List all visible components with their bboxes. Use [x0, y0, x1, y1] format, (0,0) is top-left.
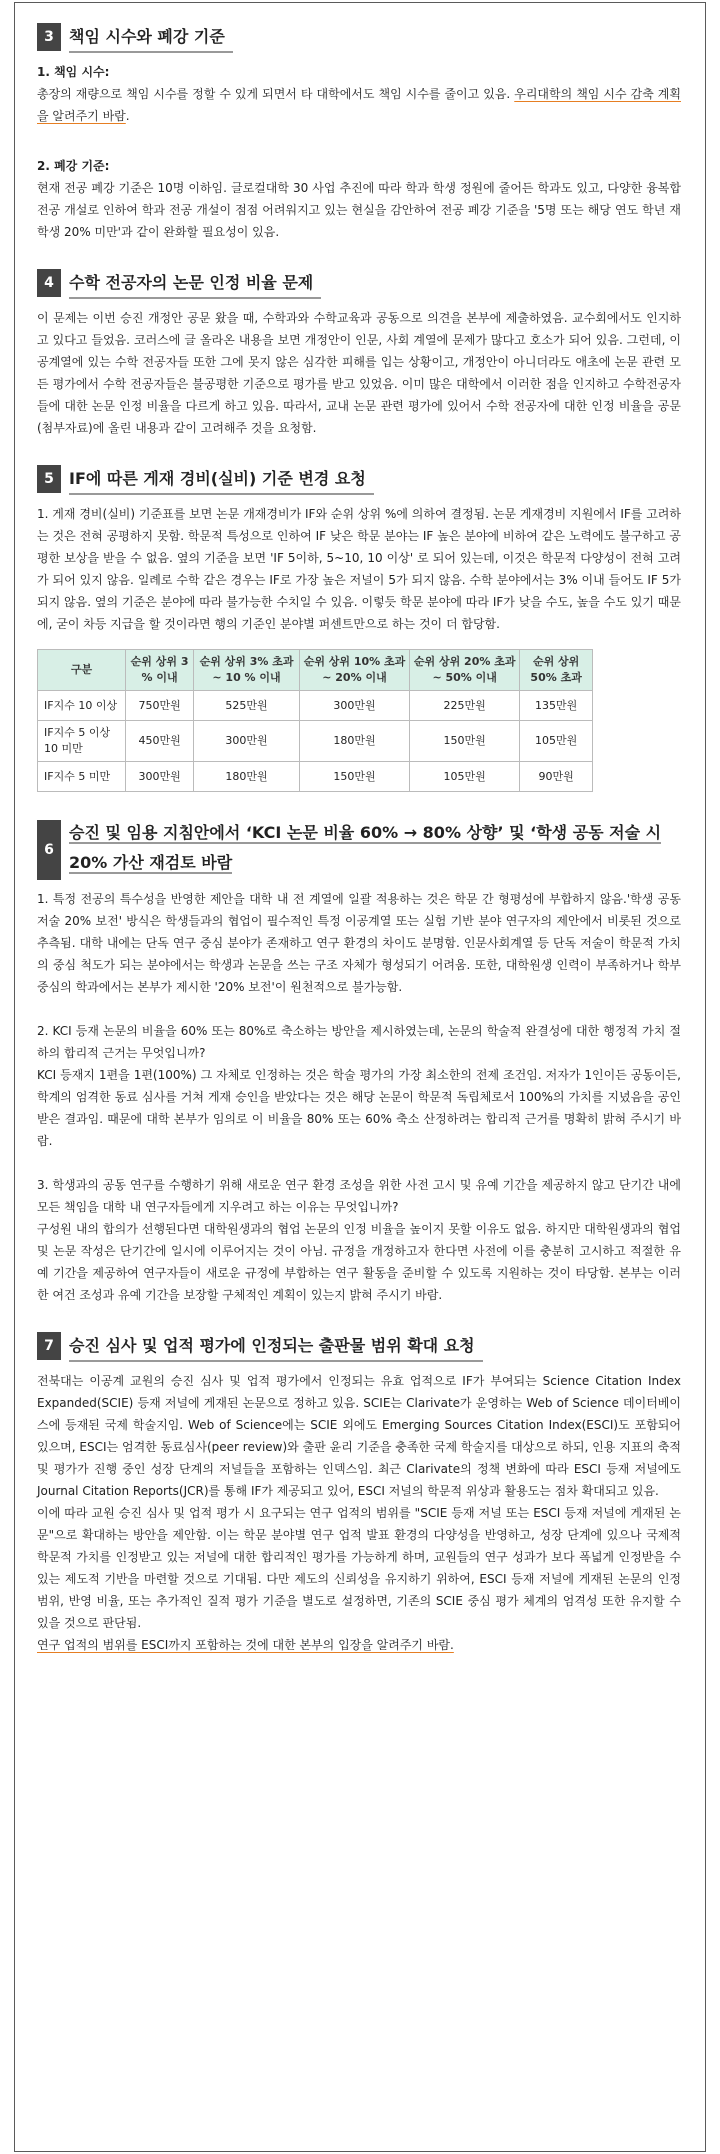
section-title — [69, 818, 681, 878]
section-title: 승진 심사 및 업적 평가에 인정되는 출판물 범위 확대 요청 — [69, 1332, 483, 1362]
section-title-text: 승진 및 임용 지침안에서 ‘KCI 논문 비율 60% → 80% 상향’ 및 ‘학생 공동 저술 시 20% 가산 재검토 바람 — [69, 823, 662, 872]
section-title: 책임 시수와 폐강 기준 — [69, 23, 233, 53]
paragraph: 1. 게재 경비(실비) 기준표를 보면 논문 개재경비가 IF와 순위 상위 %에 의하여 결정됨. 논문 게재경비 지원에서 IF를 고려하는 것은 전혀 공평하지 못함. 학문적 특성으로 인하여 IF 낮은 학문 분야는 IF 높은 분야에 비하여 같은 노력에도 불구하고 공평한 보상을 받을 수 없음. 옆의 기준을 보면 'IF 5이하, 5~10, 10 이상' 로 되어 있는데, 이것은 학문적 다양성이 전혀 고려가 되어 있지 않음. 일례로 수학 같은 경우는 IF로 가장 높은 저널이 5가 되지 않음. 수학 분야에서는 3% 이내 들어도 IF 5가 되지 않음. 옆의 기준은 분야에 따라 불가능한 수치일 수 있음. 이렇듯 학문 분야에 따라 IF가 낮을 수도, 높을 수도 있기 때문에, 굳이 차등 지급을 할 것이라면 행의 기준인 분야별 퍼센트만으로 하는 것이 더 합당함. — [37, 507, 681, 631]
paragraph: 연구 업적의 범위를 ESCI까지 포함하는 것에 대한 본부의 입장을 알려주기 바람. — [37, 1638, 454, 1652]
paragraph: 구성원 내의 합의가 선행된다면 대학원생과의 협업 논문의 인정 비율을 높이지 못할 이유도 없음. 하지만 대학원생과의 협업 및 논문 작성은 단기간에 일시에 이루어지는 것이 아님. 규정을 개정하고자 한다면 사전에 이를 충분히 고시하고 적절한 유예 기간을 제공하여 연구자들이 새로운 규정에 부합하는 연구 활동을 준비할 수 있도록 지원하는 것이 타당함. 본부는 이러한 여건 조성과 유예 기간을 보장할 구체적인 계획이 있는지 밝혀 주시기 바람. — [37, 1222, 681, 1302]
paragraph: 전북대는 이공계 교원의 승진 심사 및 업적 평가에서 인정되는 유효 업적으로 IF가 부여되는 Science Citation Index Expanded(SCIE) 등재 저널에 게재된 논문으로 정하고 있음. SCIE는 Clarivate가 운영하는 Web of Science 데이터베이스에 등재된 국제 학술지임. Web of Science에는 SCIE 외에도 Emerging Sources Citation Index(ESCI)도 포함되어 있으며, ESCI는 엄격한 동료심사(peer review)와 출판 윤리 기준을 충족한 국제 학술지를 대상으로 하되, 인용 지표의 축적 및 평가가 진행 중인 성장 단계의 저널들을 포함하는 인덱스임. 최근 Clarivate의 정책 변화에 따라 ESCI 등재 저널에도 Journal Citation Reports(JCR)를 통해 IF가 제공되고 있어, ESCI 저널의 학문적 위상과 활용도는 점차 확대되고 있음. — [37, 1374, 681, 1498]
section-7 — [37, 1332, 681, 1656]
table-cell: IF지수 5 이상 10 미만 — [38, 721, 126, 762]
table-cell: 150만원 — [299, 762, 409, 792]
section-number: 3 — [37, 23, 61, 51]
fee-table — [37, 649, 593, 792]
paragraph: KCI 등재지 1편을 1편(100%) 그 자체로 인정하는 것은 학술 평가의 가장 최소한의 전제 조건임. 저자가 1인이든 공동이든, 학계의 엄격한 동료 심사를 거쳐 게재 승인을 받았다는 것은 해당 논문이 학문적 독립체로서 100%의 가치를 지녔음을 공인받은 결과임. 때문에 대학 본부가 임의로 이 비율을 80% 또는 60% 축소 산정하려는 합리적 근거를 명확히 밝혀 주시기 바람. — [37, 1068, 681, 1148]
paragraph: 이 문제는 이번 승진 개정안 공문 왔을 때, 수학과와 수학교육과 공동으로 의견을 본부에 제출하였음. 교수회에서도 인지하고 있다고 들었음. 코러스에 글 올라온 내용을 보면 개정안이 인문, 사회 계열에 문제가 많다고 호소가 되어 있음. 그런데, 이공계열에 있는 수학 전공자들 또한 그에 못지 않은 심각한 피해를 입는 상황이고, 개정안이 아니더라도 애초에 논문 관련 모든 평가에서 수학 전공자들은 불공평한 기준으로 평가를 받고 있었음. 이미 많은 대학에서 이러한 점을 인지하고 수학전공자들에 대한 논문 인정 비율을 다르게 하고 있음. 따라서, 교내 논문 관련 평가에 있어서 수학 전공자에 대한 인정 비율을 공문(첨부자료)에 올린 내용과 같이 고려해주 것을 요청함. — [37, 311, 681, 435]
document-page — [14, 2, 706, 2152]
table-header: 순위 상위 50% 초과 — [520, 650, 593, 691]
table-cell: 525만원 — [194, 691, 300, 721]
paragraph: 2. KCI 등재 논문의 비율을 60% 또는 80%로 축소하는 방안을 제시하였는데, 논문의 학술적 완결성에 대한 행정적 가치 절하의 합리적 근거는 무엇입니까? — [37, 1024, 681, 1060]
table-cell: IF지수 5 미만 — [38, 762, 126, 792]
table-cell: 300만원 — [126, 762, 194, 792]
section-header — [37, 269, 681, 299]
paragraph: 3. 학생과의 공동 연구를 수행하기 위해 새로운 연구 환경 조성을 위한 사전 고시 및 유예 기간을 제공하지 않고 단기간 내에 모든 책임을 대학 내 연구자들에게 지우려고 하는 이유는 무엇입니까? — [37, 1178, 681, 1214]
table-header: 순위 상위 10% 초과 ~ 20% 이내 — [299, 650, 409, 691]
table-header: 순위 상위 3 % 이내 — [126, 650, 194, 691]
section-title: IF에 따른 게재 경비(실비) 기준 변경 요청 — [69, 465, 374, 495]
section-header — [37, 818, 681, 880]
table-cell: 180만원 — [299, 721, 409, 762]
table-cell: IF지수 10 이상 — [38, 691, 126, 721]
text: 총장의 재량으로 책임 시수를 정할 수 있게 되면서 타 대학에서도 책임 시수를 줄이고 있음. — [37, 87, 515, 101]
section-header — [37, 23, 681, 53]
table-cell: 300만원 — [194, 721, 300, 762]
section-6 — [37, 818, 681, 1306]
paragraph — [37, 83, 681, 127]
table-cell: 105만원 — [410, 762, 520, 792]
section-header — [37, 465, 681, 495]
section-5 — [37, 465, 681, 792]
section-3 — [37, 23, 681, 243]
table-cell: 150만원 — [410, 721, 520, 762]
section-4 — [37, 269, 681, 439]
table-header: 순위 상위 3% 초과 ~ 10 % 이내 — [194, 650, 300, 691]
subheading: 2. 폐강 기준: — [37, 159, 110, 173]
table-cell: 300만원 — [299, 691, 409, 721]
section-title: 수학 전공자의 논문 인정 비율 문제 — [69, 269, 321, 299]
section-number: 6 — [37, 820, 61, 880]
table-cell: 225만원 — [410, 691, 520, 721]
table-cell: 135만원 — [520, 691, 593, 721]
table-header: 구분 — [38, 650, 126, 691]
section-number: 4 — [37, 269, 61, 297]
text: . — [125, 109, 130, 123]
table-cell: 450만원 — [126, 721, 194, 762]
table-cell: 105만원 — [520, 721, 593, 762]
table-header: 순위 상위 20% 초과 ~ 50% 이내 — [410, 650, 520, 691]
section-header — [37, 1332, 681, 1362]
table-cell: 180만원 — [194, 762, 300, 792]
table-row — [38, 762, 593, 792]
table-row — [38, 721, 593, 762]
paragraph: 이에 따라 교원 승진 심사 및 업적 평가 시 요구되는 연구 업적의 범위를 "SCIE 등재 저널 또는 ESCI 등재 저널에 게재된 논문"으로 확대하는 방안을 제안함. 이는 학문 분야별 연구 업적 발표 환경의 다양성을 반영하고, 성장 단계에 있으나 국제적 학문적 가치를 인정받고 있는 저널에 대한 합리적인 평가를 가능하게 하며, 교원들의 연구 성과가 보다 폭넓게 인정받을 수 있는 제도적 기반을 마련할 것으로 기대됨. 다만 제도의 신뢰성을 유지하기 위하여, ESCI 등재 저널에 게재된 논문의 인정 범위, 반영 비율, 또는 추가적인 질적 평가 기준을 별도로 설정하면, 기존의 SCIE 중심 평가 체계의 엄격성 또한 유지할 수 있을 것으로 판단됨. — [37, 1506, 681, 1630]
paragraph: 현재 전공 폐강 기준은 10명 이하임. 글로컬대학 30 사업 추진에 따라 학과 학생 정원에 줄어든 학과도 있고, 다양한 융복합 전공 개설로 인하여 학과 전공 개설이 점점 어려워지고 있는 현실을 감안하여 전공 폐강 기준을 '5명 또는 해당 연도 학년 재학생 20% 미만'과 같이 완화할 필요성이 있음. — [37, 181, 681, 239]
section-number: 5 — [37, 465, 61, 493]
table-cell: 750만원 — [126, 691, 194, 721]
paragraph: 1. 특정 전공의 특수성을 반영한 제안을 대학 내 전 계열에 일괄 적용하는 것은 학문 간 형평성에 부합하지 않음.'학생 공동 저술 20% 보전' 방식은 학생들과의 협업이 필수적인 특정 이공계열 또는 실험 기반 분야 연구자의 제안에서 비롯된 것으로 추측됨. 대학 내에는 단독 연구 중심 분야가 존재하고 연구 환경의 차이도 분명함. 인문사회계열 등 단독 저술이 학문적 가치의 중심 척도가 되는 분야에서는 학생과 논문을 쓰는 구조 자체가 형성되기 어려움. 또한, 대학원생 인력이 부족하거나 학부 중심의 학과에서는 본부가 제시한 '20% 보전'이 원천적으로 불가능함. — [37, 892, 681, 994]
table-cell: 90만원 — [520, 762, 593, 792]
section-number: 7 — [37, 1332, 61, 1360]
subheading: 1. 책임 시수: — [37, 65, 110, 79]
table-row — [38, 691, 593, 721]
text: 우리대학의 책임 시수 감축 계획을 알려주기 바람 — [37, 87, 681, 123]
